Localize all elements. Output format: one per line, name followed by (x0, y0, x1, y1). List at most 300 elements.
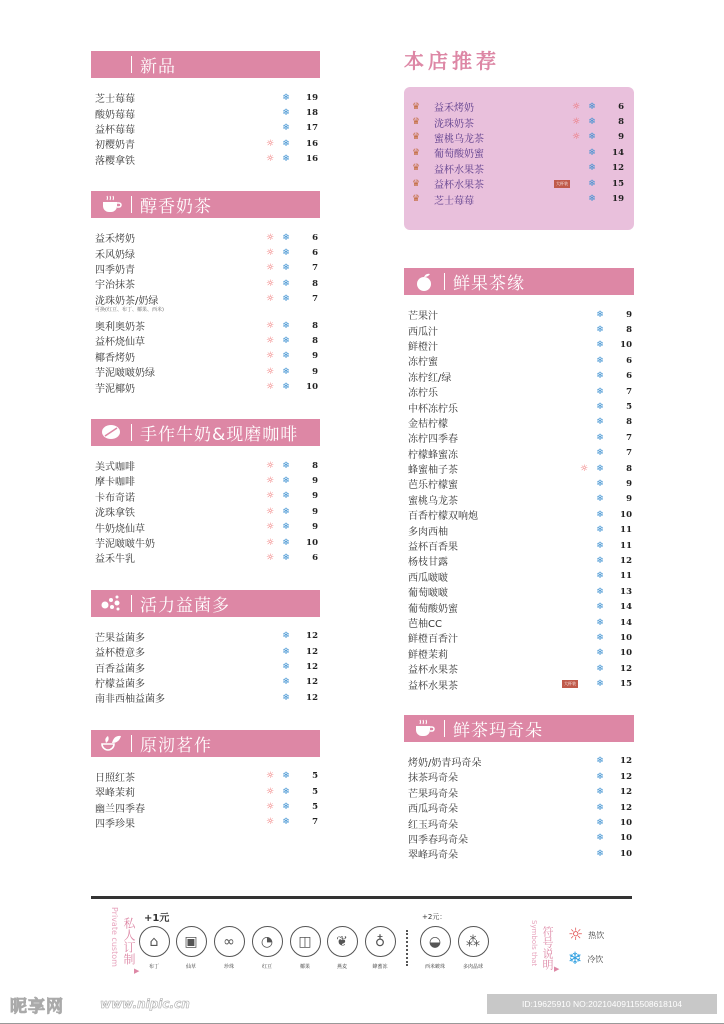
item-name: 益杯莓莓 (95, 124, 135, 136)
item-price: 8 (312, 335, 318, 346)
item-name: 葡萄酸奶蜜 (434, 149, 484, 161)
menu-item (408, 754, 632, 769)
item-list (91, 446, 320, 566)
item-price: 7 (626, 432, 632, 443)
item-price: 12 (306, 646, 318, 657)
menu-item (412, 99, 624, 114)
section-header (91, 590, 320, 617)
cold-icon: ❄ (282, 537, 290, 548)
cold-icon: ❄ (282, 154, 290, 165)
cold-icon: ❄ (282, 522, 290, 533)
menu-item (95, 690, 318, 705)
item-price: 6 (626, 355, 632, 366)
red-bean-icon: ◔ (252, 926, 283, 957)
item-name: 蜜桃乌龙茶 (408, 495, 458, 507)
section-header (404, 268, 634, 295)
item-name: 芒果玛奇朵 (408, 788, 458, 800)
item-name: 益杯水果茶 (408, 665, 458, 677)
private-custom-cn: 私人订制 (122, 917, 136, 965)
section-title: 新品 (140, 57, 176, 77)
watermark-bar (0, 988, 724, 1024)
item-name: 葡萄啵啵 (408, 588, 448, 600)
menu-item (408, 507, 632, 522)
item-price: 10 (620, 340, 632, 351)
menu-item (412, 114, 624, 129)
cold-icon: ❄ (596, 833, 604, 844)
hot-icon: ☼ (265, 552, 275, 563)
item-name: 美式咖啡 (95, 462, 135, 474)
hot-icon: ☼ (265, 248, 275, 259)
item-price: 9 (626, 309, 632, 320)
addon-label: 红豆 (261, 964, 272, 970)
crown-icon: ♛ (412, 178, 421, 189)
menu-item (408, 800, 632, 815)
menu-item (412, 145, 624, 160)
item-name: 椰香烤奶 (95, 352, 135, 364)
item-price: 5 (312, 771, 318, 782)
item-price: 16 (306, 154, 318, 165)
hot-icon: ☼ (265, 460, 275, 471)
menu-item (95, 379, 318, 394)
item-name: 抹茶玛奇朵 (408, 773, 458, 785)
triangle-right-icon: ▶ (134, 967, 140, 975)
cold-icon: ❄ (596, 525, 604, 536)
hot-icon: ☼ (265, 771, 275, 782)
header-divider (444, 720, 445, 737)
item-list (91, 78, 320, 167)
cold-icon: ❄ (596, 402, 604, 413)
item-price: 12 (620, 663, 632, 674)
item-price: 6 (312, 232, 318, 243)
item-name: 泷珠奶茶 (434, 118, 474, 130)
menu-item (95, 276, 318, 291)
menu-item (95, 535, 318, 550)
menu-item (95, 550, 318, 565)
item-price: 19 (306, 92, 318, 103)
cold-icon: ❄ (282, 248, 290, 259)
hot-icon: ☼ (265, 786, 275, 797)
item-price: 9 (626, 494, 632, 505)
menu-item (408, 415, 632, 430)
cold-icon: ❄ (596, 386, 604, 397)
legend-cn: 符号说明 (541, 926, 554, 970)
cold-icon: ❄ (282, 351, 290, 362)
item-price: 9 (312, 475, 318, 486)
menu-item (95, 152, 318, 167)
item-price: 10 (306, 537, 318, 548)
addon-label: 蜂蜜冻 (372, 964, 388, 970)
item-name: 多肉西柚 (408, 526, 448, 538)
menu-item (95, 349, 318, 364)
item-price: 8 (626, 463, 632, 474)
cold-icon: ❄ (596, 617, 604, 628)
menu-item (95, 489, 318, 504)
addon-label: 多肉晶球 (462, 964, 483, 970)
section-title: 鲜果茶缘 (453, 274, 525, 294)
item-name: 翠峰茉莉 (95, 788, 135, 800)
crystal-ball-icon: ⁂ (458, 926, 489, 957)
menu-item (95, 769, 318, 784)
item-price: 12 (306, 662, 318, 673)
pearls-icon: ∞ (214, 926, 245, 957)
addon-honey-jelly (363, 926, 397, 970)
menu-item (408, 338, 632, 353)
addon-label: 椰果 (299, 964, 310, 970)
section-4 (91, 730, 320, 831)
item-name: 芒果益菌多 (95, 632, 145, 644)
menu-item (95, 90, 318, 105)
right-sections (404, 268, 634, 862)
item-price: 5 (312, 802, 318, 813)
hot-icon: ☼ (265, 506, 275, 517)
cold-icon: ❄ (596, 325, 604, 336)
cold-icon: ❄ (596, 371, 604, 382)
addon-label: 珍珠 (223, 964, 234, 970)
menu-item (95, 105, 318, 120)
menu-item (408, 522, 632, 537)
hot-icon: ☼ (265, 475, 275, 486)
menu-item (408, 430, 632, 445)
item-price: 10 (620, 833, 632, 844)
item-note: 可换(红豆、布丁、椰果、西米) (95, 306, 164, 313)
item-name: 冻柠蜜 (408, 357, 438, 369)
hot-icon: ☼ (265, 232, 275, 243)
hot-icon: ☼ (265, 294, 275, 305)
item-name: 日照红茶 (95, 772, 135, 784)
menu-item (408, 353, 632, 368)
coffee-bean-icon (99, 422, 123, 442)
addon-sago (418, 926, 452, 970)
menu-item (408, 846, 632, 861)
cold-icon: ❄ (596, 818, 604, 829)
item-price: 9 (312, 366, 318, 377)
cold-icon: ❄ (596, 494, 604, 505)
cold-icon: ❄ (596, 509, 604, 520)
legend-en: Symbols that (530, 920, 538, 967)
cold-icon: ❄ (596, 417, 604, 428)
menu-item (412, 130, 624, 145)
item-price: 9 (626, 478, 632, 489)
cold-icon: ❄ (596, 756, 604, 767)
menu-item (408, 599, 632, 614)
item-name: 四季奶青 (95, 264, 135, 276)
addon-label: 西米啵珠 (424, 964, 445, 970)
cold-icon: ❄ (596, 555, 604, 566)
item-name: 鲜橙茉莉 (408, 649, 448, 661)
hot-icon: ☼ (265, 522, 275, 533)
menu-item (408, 615, 632, 630)
section-title: 活力益菌多 (140, 595, 230, 616)
cold-icon: ❄ (596, 679, 604, 690)
menu-item (95, 230, 318, 245)
item-name: 四季春玛奇朵 (408, 834, 468, 846)
item-price: 11 (620, 540, 632, 551)
item-name: 冻柠乐 (408, 388, 438, 400)
menu-item (95, 473, 318, 488)
item-name: 翠峰玛奇朵 (408, 850, 458, 862)
addon-pudding (137, 926, 171, 970)
item-name: 南非西柚益菌多 (95, 694, 165, 706)
item-list (91, 757, 320, 831)
cold-icon: ❄ (282, 817, 290, 828)
menu-item (408, 492, 632, 507)
cold-icon: ❄ (596, 771, 604, 782)
cold-icon: ❄ (282, 771, 290, 782)
cold-icon: ❄ (282, 631, 290, 642)
section-10 (404, 268, 634, 692)
header-divider (131, 595, 132, 612)
item-name: 蜂蜜柚子茶 (408, 465, 458, 477)
item-name: 酸奶莓莓 (95, 109, 135, 121)
menu-item (95, 629, 318, 644)
cold-icon: ❄ (282, 366, 290, 377)
crown-icon: ♛ (412, 163, 421, 174)
menu-item (408, 399, 632, 414)
cold-icon: ❄ (588, 194, 596, 205)
left-column (91, 51, 320, 830)
item-name: 中杯冻柠乐 (408, 403, 458, 415)
header-divider (131, 424, 132, 441)
cold-icon: ❄ (282, 491, 290, 502)
item-name: 益杯水果茶 (408, 680, 458, 692)
item-price: 12 (620, 555, 632, 566)
cup-icon (99, 194, 123, 214)
addon-label: 燕麦 (336, 964, 347, 970)
item-name: 鲜橙百香汁 (408, 634, 458, 646)
item-name: 百香柠檬双响炮 (408, 511, 478, 523)
cold-icon: ❄ (596, 448, 604, 459)
menu-item (408, 584, 632, 599)
item-price: 19 (612, 194, 624, 205)
header-divider (131, 56, 132, 73)
cold-icon: ❄ (282, 382, 290, 393)
item-name: 奥利奥奶茶 (95, 322, 145, 334)
item-price: 10 (620, 632, 632, 643)
item-name: 芋泥椰奶 (95, 383, 135, 395)
item-price: 8 (312, 278, 318, 289)
dotted-separator (406, 930, 408, 966)
menu-item (95, 644, 318, 659)
cold-icon: ❄ (588, 132, 596, 143)
item-price: 7 (312, 263, 318, 274)
item-price: 10 (620, 648, 632, 659)
legend-cold (568, 949, 603, 969)
hot-icon: ☼ (265, 263, 275, 274)
menu-item (408, 815, 632, 830)
item-name: 益禾牛乳 (95, 554, 135, 566)
item-price: 5 (312, 786, 318, 797)
hot-icon: ☼ (265, 537, 275, 548)
fruit-icon (412, 272, 436, 292)
item-name: 益杯百香果 (408, 542, 458, 554)
item-price: 12 (620, 771, 632, 782)
addon-pearls (212, 926, 246, 970)
legend-hot-label: 热饮 (588, 930, 605, 940)
hot-icon: ☼ (265, 335, 275, 346)
item-name: 芝士莓莓 (95, 94, 135, 106)
item-name: 西瓜玛奇朵 (408, 804, 458, 816)
item-name: 宇治抹茶 (95, 280, 135, 292)
item-price: 8 (626, 325, 632, 336)
cold-icon: ❄ (596, 355, 604, 366)
cup-icon (412, 718, 436, 738)
section-header (91, 191, 320, 218)
menu-item (95, 121, 318, 136)
cold-icon: ❄ (588, 163, 596, 174)
item-list (91, 617, 320, 706)
item-name: 柠檬益菌多 (95, 678, 145, 690)
cold-icon: ❄ (596, 478, 604, 489)
item-price: 10 (306, 382, 318, 393)
grass-jelly-icon: ▣ (176, 926, 207, 957)
item-price: 16 (306, 138, 318, 149)
cold-icon: ❄ (596, 309, 604, 320)
crown-icon: ♛ (412, 194, 421, 205)
item-price: 10 (620, 818, 632, 829)
menu-item (408, 785, 632, 800)
cold-icon: ❄ (596, 586, 604, 597)
item-price: 9 (312, 522, 318, 533)
addon-crystal-ball (456, 926, 490, 970)
section-header (404, 715, 634, 742)
menu-item (408, 661, 632, 676)
cold-icon: ❄ (596, 540, 604, 551)
section-title: 手作牛奶&现磨咖啡 (140, 424, 299, 445)
item-price: 8 (618, 117, 624, 128)
cold-icon: ❄ (282, 460, 290, 471)
plus1-label: +1元 (144, 913, 170, 924)
section-header (91, 51, 320, 78)
triangle-right-icon: ▶ (554, 965, 560, 973)
cold-icon: ❄ (282, 552, 290, 563)
item-name: 金桔柠檬 (408, 418, 448, 430)
menu-item (408, 446, 632, 461)
item-name: 杨枝甘露 (408, 557, 448, 569)
item-name: 落樱拿铁 (95, 155, 135, 167)
cold-icon: ❄ (596, 432, 604, 443)
blank-icon (99, 55, 123, 75)
item-name: 柠檬蜂蜜冻 (408, 449, 458, 461)
cold-icon: ❄ (596, 632, 604, 643)
private-custom-en: Private custom (110, 907, 119, 967)
crown-icon: ♛ (412, 117, 421, 128)
menu-item (408, 831, 632, 846)
item-name: 益杯橙意多 (95, 648, 145, 660)
hot-icon: ☼ (265, 278, 275, 289)
menu-item (408, 384, 632, 399)
cold-icon: ❄ (596, 848, 604, 859)
cold-icon: ❄ (596, 648, 604, 659)
item-price: 7 (312, 294, 318, 305)
item-name: 芭乐柠檬蜜 (408, 480, 458, 492)
menu-item (408, 369, 632, 384)
cold-icon: ❄ (282, 506, 290, 517)
item-price: 6 (312, 552, 318, 563)
item-price: 12 (306, 692, 318, 703)
cold-icon: ❄ (282, 320, 290, 331)
menu-item (408, 476, 632, 491)
item-name: 泷珠拿铁 (95, 508, 135, 520)
item-name: 四季珍果 (95, 818, 135, 830)
addon-red-bean (250, 926, 284, 970)
item-name: 牛奶烧仙草 (95, 523, 145, 535)
hot-icon: ☼ (571, 132, 581, 143)
item-name: 摩卡咖啡 (95, 477, 135, 489)
cold-icon: ❄ (596, 787, 604, 798)
right-column (404, 45, 634, 862)
item-name: 鲜橙汁 (408, 341, 438, 353)
item-name: 葡萄酸奶蜜 (408, 603, 458, 615)
item-name: 益杯烧仙草 (95, 337, 145, 349)
header-divider (444, 273, 445, 290)
item-price: 11 (620, 571, 632, 582)
crown-icon: ♛ (412, 147, 421, 158)
section-title: 鲜茶玛奇朵 (453, 720, 543, 741)
hot-icon: ☼ (265, 491, 275, 502)
watermark-logo: 昵享网 (10, 997, 64, 1017)
item-name: 芋泥啵啵牛奶 (95, 539, 155, 550)
cold-icon: ❄ (282, 294, 290, 305)
cold-icon: ❄ (282, 475, 290, 486)
hot-icon: ☼ (571, 117, 581, 128)
plus2-label: +2元： (422, 913, 447, 921)
menu-item (408, 307, 632, 322)
menu-item (95, 364, 318, 379)
cold-icon: ❄ (588, 117, 596, 128)
hot-icon: ☼ (265, 366, 275, 377)
hot-icon: ☼ (265, 154, 275, 165)
oat-icon: ❦ (327, 926, 358, 957)
item-price: 12 (306, 677, 318, 688)
size-tag: 大杯装 (564, 681, 576, 687)
menu-item (95, 815, 318, 830)
cold-icon: ❄ (596, 602, 604, 613)
item-name: 冻柠红/绿 (408, 372, 452, 384)
item-price: 12 (306, 631, 318, 642)
item-price: 15 (612, 178, 624, 189)
item-name: 禾风奶绿 (95, 249, 135, 261)
item-name: 西瓜啵啵 (408, 572, 448, 584)
legend-cold-label: 冷饮 (587, 954, 604, 964)
item-price: 14 (620, 602, 632, 613)
cold-icon: ❄ (282, 278, 290, 289)
cold-icon: ❄ (282, 92, 290, 103)
cold-icon: ❄ (596, 340, 604, 351)
menu-item (95, 292, 318, 313)
menu-item (95, 458, 318, 473)
header-divider (131, 735, 132, 752)
menu-item (408, 646, 632, 661)
cold-icon: ❄ (596, 802, 604, 813)
menu-item (408, 538, 632, 553)
item-list (404, 295, 634, 692)
item-name: 西瓜汁 (408, 326, 438, 338)
menu-item (95, 504, 318, 519)
snowflake-cold-icon: ❄ (568, 949, 583, 969)
header-divider (131, 196, 132, 213)
item-price: 6 (618, 101, 624, 112)
item-price: 18 (306, 108, 318, 119)
item-name: 泷珠奶茶/奶绿 (95, 295, 159, 307)
footer-divider (91, 896, 632, 899)
section-title: 原沏茗作 (140, 735, 212, 756)
item-name: 冻柠四季春 (408, 434, 458, 446)
cold-icon: ❄ (596, 663, 604, 674)
hot-icon: ☼ (571, 101, 581, 112)
item-price: 7 (626, 448, 632, 459)
hot-icon: ☼ (265, 382, 275, 393)
item-name: 益禾烤奶 (434, 103, 474, 115)
